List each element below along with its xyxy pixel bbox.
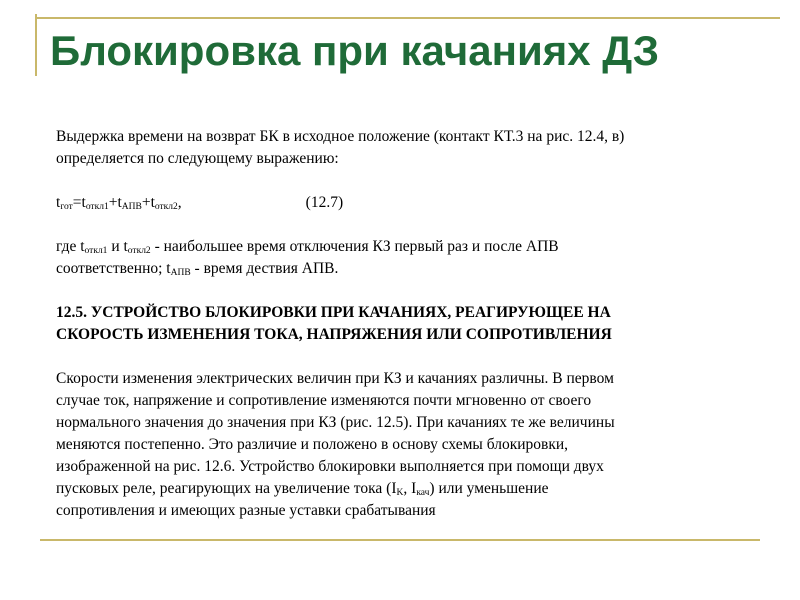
paragraph-line: изображенной на рис. 12.6. Устройство блокировки выполняется при помощи двух <box>56 458 604 475</box>
paragraph-line: пусковых реле, реагирующих на увеличение тока ($I_K$, $I_{кач}$) или уменьшение <box>56 480 549 498</box>
paragraph-line: сопротивления и имеющих разные уставки срабатывания <box>56 502 436 519</box>
section-heading-line-2: СКОРОСТЬ ИЗМЕНЕНИЯ ТОКА, НАПРЯЖЕНИЯ ИЛИ СОПРОТИВЛЕНИЯ <box>56 326 612 343</box>
where-line-1: где $t_{откл1}$ и $t_{откл2}$ - наибольшее время отключения КЗ первый раз и после АПВ <box>56 238 559 256</box>
slide-title: Блокировка при качаниях ДЗ <box>50 27 660 74</box>
formula-line: $t_{гот}=t_{откл1}+t_{АПВ}+t_{откл2}$, (12.7) <box>56 194 344 212</box>
top-rule <box>36 17 780 19</box>
paragraph-line: нормального значения до значения при КЗ (рис. 12.5). При качаниях те же величины <box>56 414 615 431</box>
intro-line-2: определяется по следующему выражению: <box>56 150 339 167</box>
paragraph-line: Скорости изменения электрических величин при КЗ и качаниях различны. В первом <box>56 370 614 387</box>
formula-number: (12.7) <box>305 194 344 211</box>
where-line-2: соответственно; $t_{АПВ}$ - время дествия АПВ. <box>56 260 339 278</box>
left-vertical-rule <box>35 14 37 76</box>
slide-body <box>56 126 756 522</box>
intro-line-1: Выдержка времени на возврат БК в исходное положение (контакт КТ.3 на рис. 12.4, в) <box>56 128 625 145</box>
bottom-rule <box>40 539 760 541</box>
paragraph-line: меняются постепенно. Это различие и положено в основу схемы блокировки, <box>56 436 569 453</box>
paragraph-line: случае ток, напряжение и сопротивление изменяются почти мгновенно от своего <box>56 392 592 409</box>
section-heading-line-1: 12.5. УСТРОЙСТВО БЛОКИРОВКИ ПРИ КАЧАНИЯХ, РЕАГИРУЮЩЕЕ НА <box>56 304 611 321</box>
